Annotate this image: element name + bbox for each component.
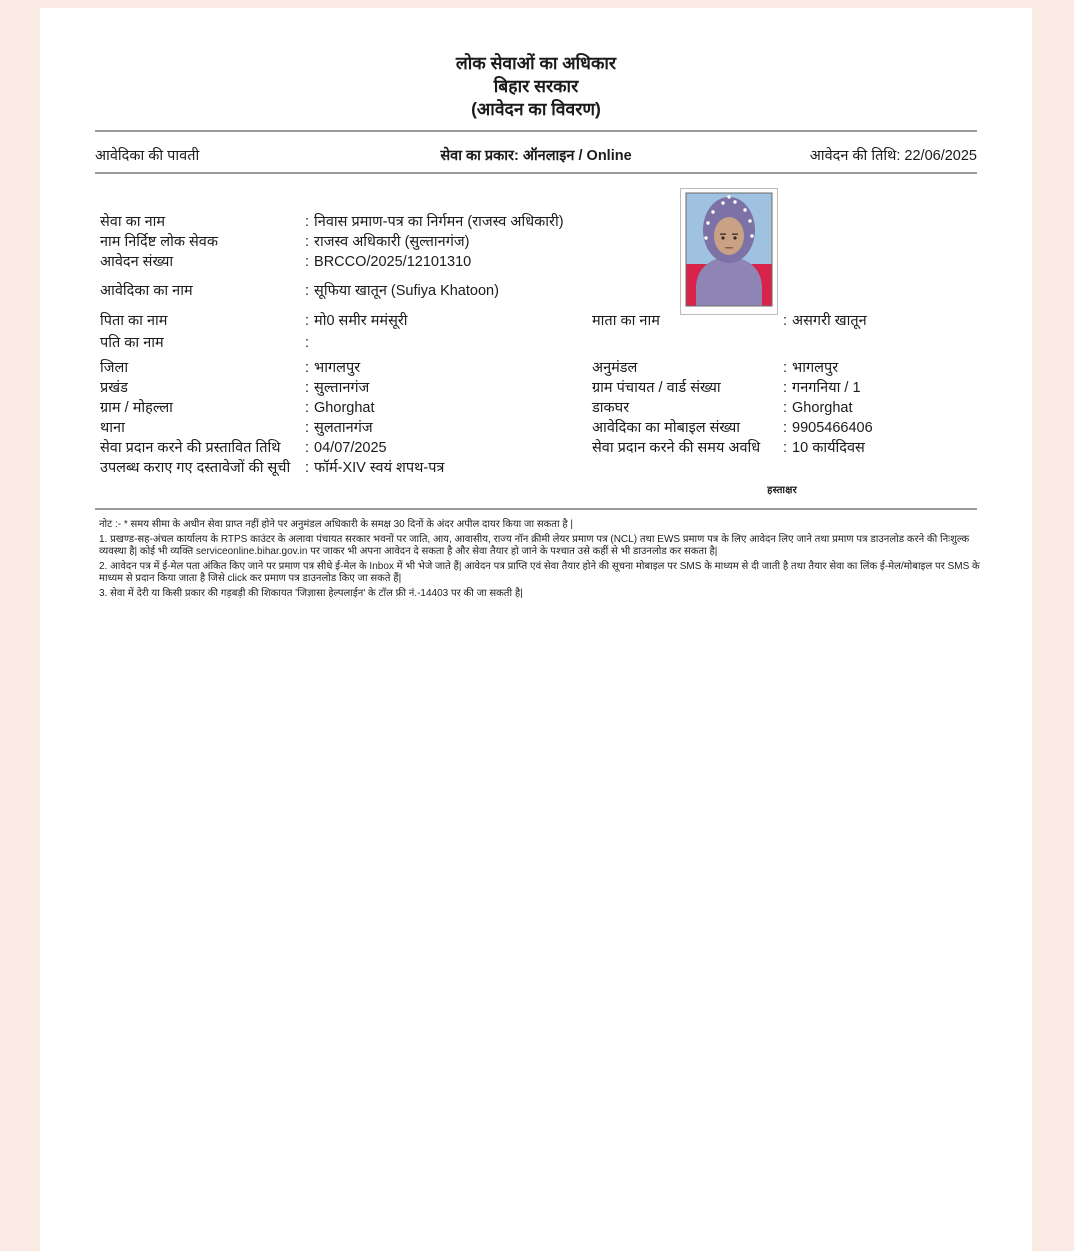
subdivision-value: [783, 358, 980, 378]
application-no-value: [305, 252, 980, 272]
colon: :: [305, 360, 310, 376]
document-card: [40, 8, 1032, 1251]
note-0: नोट :- * समय सीमा के अधीन सेवा प्राप्त नहीं होने पर अनुमंडल अधिकारी के समक्ष 30 दिनों के अंदर अपील दायर किया जा सकता है |: [99, 519, 574, 530]
father-name-text: मो0 समीर ममंसूरी: [314, 313, 408, 329]
mother-name-value: [783, 310, 980, 332]
public-servant-text: राजस्व अधिकारी (सुल्तानगंज): [314, 234, 470, 250]
mother-name-label: माता का नाम: [592, 313, 660, 329]
panchayat-ward-text: गनगनिया / 1: [792, 380, 861, 396]
colon: :: [783, 313, 788, 329]
village-value: [305, 398, 592, 418]
village-label: ग्राम / मोहल्ला: [100, 400, 173, 416]
district-text: भागलपुर: [314, 360, 361, 376]
mobile-text: 9905466406: [792, 420, 873, 436]
father-name-value: [305, 310, 592, 332]
police-station-text: सुलतानगंज: [314, 420, 373, 436]
colon: :: [305, 335, 310, 351]
post-office-value: [783, 398, 980, 418]
field-row-village: [100, 398, 980, 418]
police-station-label: थाना: [100, 420, 125, 436]
district-value: [305, 358, 592, 378]
colon: :: [305, 400, 310, 416]
block-value: [305, 378, 592, 398]
documents-label: उपलब्ध कराए गए दस्तावेजों की सूची: [100, 460, 291, 476]
header-title-line1: लोक सेवाओं का अधिकार: [455, 53, 617, 73]
public-servant-value: [305, 232, 980, 252]
colon: :: [305, 313, 310, 329]
colon: :: [305, 420, 310, 436]
divider-meta-bottom: [95, 172, 977, 174]
header-title-line2: बिहार सरकार: [493, 76, 579, 96]
divider-notes-top: [95, 508, 977, 510]
header-title-line3: (आवेदन का विवरण): [471, 99, 601, 119]
service-duration-text: 10 कार्यदिवस: [792, 440, 865, 456]
colon: :: [305, 440, 310, 456]
proposed-date-value: [305, 438, 592, 458]
service-name-label: सेवा का नाम: [100, 214, 166, 230]
proposed-date-text: 04/07/2025: [314, 440, 387, 456]
documents-value: [305, 458, 980, 478]
colon: :: [305, 380, 310, 396]
field-row-applicant-name: [100, 281, 980, 301]
field-row-district: [100, 358, 980, 378]
application-no-text: BRCCO/2025/12101310: [314, 254, 472, 270]
applicant-name-value: [305, 281, 980, 301]
colon: :: [783, 380, 788, 396]
village-text: Ghorghat: [314, 400, 375, 416]
documents-text: फॉर्म-XIV स्वयं शपथ-पत्र: [314, 460, 445, 476]
receipt-label: आवेदिका की पावती: [95, 148, 200, 164]
colon: :: [305, 283, 310, 299]
applicant-name-text: सूफिया खातून (Sufiya Khatoon): [314, 283, 499, 299]
notes-section: [99, 519, 983, 602]
colon: :: [305, 460, 310, 476]
note-3: 3. सेवा में देरी या किसी प्रकार की गड़बड़ी की शिकायत 'जिज्ञासा हेल्पलाईन' के टॉल फ्री नं.-14403 पर की जा सकती है|: [99, 587, 523, 599]
colon: :: [783, 420, 788, 436]
block-label: प्रखंड: [100, 380, 128, 396]
panchayat-ward-label: ग्राम पंचायत / वार्ड संख्या: [592, 380, 721, 396]
field-row-service-name: [100, 212, 980, 232]
colon: :: [305, 214, 310, 230]
proposed-date-label: सेवा प्रदान करने की प्रस्तावित तिथि: [100, 440, 281, 456]
colon: :: [783, 400, 788, 416]
field-row-parents: [100, 310, 980, 332]
block-text: सुल्तानगंज: [314, 380, 370, 396]
service-name-value: [305, 212, 980, 232]
service-type-label: सेवा का प्रकार: ऑनलाइन / Online: [440, 148, 632, 164]
application-date-label: आवेदन की तिथि: 22/06/2025: [809, 148, 977, 164]
field-row-husband: [100, 332, 980, 354]
note-1: 1. प्रखण्ड-सह-अंचल कार्यालय के RTPS काउंटर के अलावा पंचायत सरकार भवनों पर जाति, आय, आवासीय, राज्य नॉन क्रीमी लेयर प्रमाण पत्र (NCL) तथा EWS प्रमाण पत्र के लिए आवेदन लिए जाने तथा प्रमाण पत्र डाउनलोड करने की निःशुल्क व्यवस्था है| कोई भी व्यक्ति serviceonline.bihar.gov.in पर जाकर भी अपना आवेदन दे सकता है और सेवा तैयार हो जाने के पश्चात उसे कहीं से भी डाउनलोड कर सकता है|: [99, 533, 970, 557]
subdivision-label: अनुमंडल: [592, 360, 638, 376]
field-row-block: [100, 378, 980, 398]
application-no-label: आवेदन संख्या: [100, 254, 174, 270]
colon: :: [783, 360, 788, 376]
mobile-label: आवेदिका का मोबाइल संख्या: [592, 420, 741, 436]
field-row-police-station: [100, 418, 980, 438]
husband-name-value: [305, 332, 980, 354]
field-row-public-servant: [100, 232, 980, 252]
divider-top: [95, 130, 977, 132]
colon: :: [305, 234, 310, 250]
post-office-label: डाकघर: [592, 400, 630, 416]
colon: :: [783, 440, 788, 456]
service-name-text: निवास प्रमाण-पत्र का निर्गमन (राजस्व अधिकारी): [314, 214, 564, 230]
post-office-text: Ghorghat: [792, 400, 853, 416]
fields-section: [100, 212, 980, 478]
mother-name-text: असगरी खातून: [792, 313, 867, 329]
father-name-label: पिता का नाम: [100, 313, 168, 329]
mobile-value: [783, 418, 980, 438]
applicant-name-label: आवेदिका का नाम: [100, 283, 193, 299]
husband-name-label: पति का नाम: [100, 335, 164, 351]
panchayat-ward-value: [783, 378, 980, 398]
field-row-proposed-date: [100, 438, 980, 458]
police-station-value: [305, 418, 592, 438]
public-servant-label: नाम निर्दिष्ट लोक सेवक: [100, 234, 219, 250]
colon: :: [305, 254, 310, 270]
signature-label: हस्ताक्षर: [767, 485, 797, 496]
field-row-documents: [100, 458, 980, 478]
subdivision-text: भागलपुर: [792, 360, 839, 376]
note-2: 2. आवेदन पत्र में ई-मेल पता अंकित किए जाने पर प्रमाण पत्र सीधे ई-मेल के Inbox में भी भेजे जाते हैं| आवेदन पत्र प्राप्ति एवं सेवा तैयार होने की सूचना मोबाइल पर SMS के माध्यम से दी जाती है तथा तैयार सेवा का लिंक ई-मेल/मोबाइल पर SMS के माध्यम से प्रदान किया जाता है जिसे click कर प्रमाण पत्र डाउनलोड किए जा सकते हैं|: [99, 560, 980, 584]
district-label: जिला: [100, 360, 129, 376]
field-row-application-no: [100, 252, 980, 272]
document-header: [40, 52, 1032, 121]
meta-row: [95, 145, 977, 165]
service-duration-value: [783, 438, 980, 458]
service-duration-label: सेवा प्रदान करने की समय अवधि: [592, 440, 761, 456]
